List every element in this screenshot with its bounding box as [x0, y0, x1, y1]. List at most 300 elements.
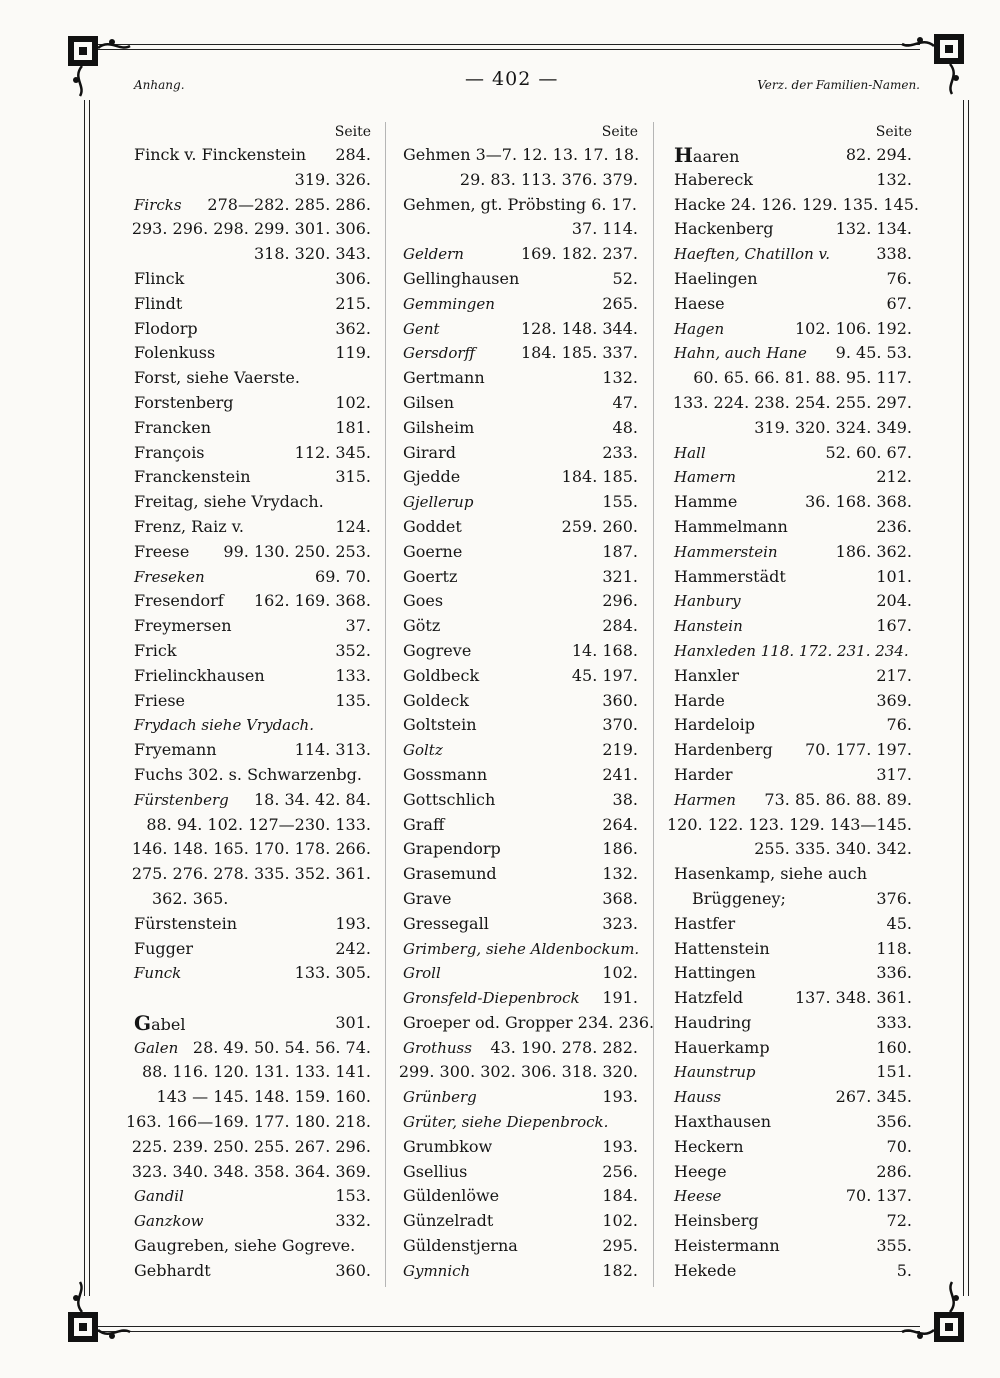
index-entry: [134, 267, 371, 292]
entry-name: Heckern: [674, 1136, 744, 1156]
entry-pages: 18. 34. 42. 84.: [253, 789, 371, 809]
entry-name: Hatzfeld: [674, 988, 744, 1008]
entry-name: Harmen: [674, 790, 736, 809]
entry-pages: 118.: [876, 938, 912, 958]
entry-name: Goddet: [403, 516, 462, 536]
section-gap: [134, 986, 371, 1011]
entry-pages: 186.: [602, 839, 638, 859]
index-entry: [403, 788, 638, 813]
entry-pages: 36. 168. 368.: [805, 492, 912, 512]
entry-pages: 160.: [876, 1037, 912, 1057]
entry-name: Grimberg, siehe Aldenbockum.: [403, 939, 640, 958]
index-entry: [674, 1184, 912, 1209]
entry-name: Forstenberg: [134, 392, 234, 412]
index-entry: [403, 341, 638, 366]
entry-pages: 146. 148. 165. 170. 178. 266.: [131, 839, 371, 859]
entry-name: Gossmann: [403, 764, 488, 784]
entry-name: Gymnich: [403, 1261, 471, 1280]
entry-name: Graff: [403, 814, 445, 834]
entry-name: Folenkuss: [134, 343, 216, 363]
entry-name: François: [134, 442, 205, 462]
index-column-1: [125, 121, 371, 1284]
index-entry: [674, 912, 912, 937]
entry-name: Gjedde: [403, 467, 461, 487]
frame-right-rule: [963, 100, 969, 1296]
index-entry: [403, 441, 638, 466]
index-entry: [134, 1209, 371, 1234]
index-entry: [403, 837, 638, 862]
index-entry: [403, 540, 638, 565]
entry-name: Grünberg: [403, 1088, 477, 1107]
entry-name: Hauerkamp: [674, 1037, 770, 1057]
entry-pages: 132.: [602, 864, 638, 884]
entry-pages: 102.: [602, 963, 638, 983]
entry-pages: 186. 362.: [835, 541, 912, 561]
entry-name: Heistermann: [674, 1236, 780, 1256]
seite-heading: Seite: [601, 124, 638, 140]
entry-name: Hattenstein: [674, 938, 770, 958]
entry-pages: 369.: [876, 690, 912, 710]
entry-name: Fugger: [134, 938, 194, 958]
index-entry: [403, 614, 638, 639]
entry-pages: 120. 122. 123. 129. 143—145.: [666, 814, 912, 834]
entry-name: Goltstein: [403, 715, 477, 735]
entry-name: Güldenstjerna: [403, 1236, 518, 1256]
entry-name: Hekede: [674, 1260, 737, 1280]
entry-pages: 242.: [335, 938, 371, 958]
entry-pages: 162. 169. 368.: [253, 591, 371, 611]
entry-pages: 278—282. 285. 286.: [207, 194, 371, 214]
index-entry-continuation: [134, 1060, 371, 1085]
index-entry: [134, 441, 371, 466]
entry-pages: 169. 182. 237.: [520, 244, 638, 264]
index-entry-continuation: [134, 242, 371, 267]
entry-name: Groeper od. Gropper 234. 236.: [403, 1012, 655, 1032]
index-entry-continuation: [134, 813, 371, 838]
page-header: [130, 66, 920, 96]
index-entry: [134, 317, 371, 342]
entry-pages: 135.: [335, 690, 371, 710]
index-entry: [403, 689, 638, 714]
entry-name: Grothuss: [403, 1038, 472, 1057]
index-entry: [403, 565, 638, 590]
entry-name: Funck: [134, 964, 182, 983]
index-entry: [674, 689, 912, 714]
index-entry: [134, 565, 371, 590]
index-entry: [403, 416, 638, 441]
index-entry: [134, 1259, 371, 1284]
entry-name: Gellinghausen: [403, 268, 520, 288]
entry-name: Heege: [674, 1161, 727, 1181]
entry-pages: 255. 335. 340. 342.: [754, 839, 912, 859]
entry-name: Hamme: [674, 492, 738, 512]
index-entry: [403, 763, 638, 788]
index-column-3: [666, 121, 919, 1284]
entry-name: Hammerstädt: [674, 566, 786, 586]
entry-pages: 360.: [602, 690, 638, 710]
index-entry-continuation: [131, 1135, 371, 1160]
entry-pages: 70.: [886, 1136, 912, 1156]
entry-name: Gehmen 3—7. 12. 13. 17. 18.: [403, 145, 640, 164]
entry-pages: 128. 148. 344.: [520, 318, 638, 338]
entry-pages: 333.: [876, 1012, 912, 1032]
index-entry: [134, 193, 371, 218]
index-entry: [134, 738, 371, 763]
entry-pages: 225. 239. 250. 255. 267. 296.: [131, 1136, 371, 1156]
entry-name: Goltz: [403, 741, 443, 760]
entry-name: Gemmingen: [403, 294, 495, 313]
entry-name: Hastfer: [674, 913, 736, 933]
entry-name: Goldbeck: [403, 665, 480, 685]
entry-name: Galen: [134, 1038, 179, 1057]
index-entry: [674, 1110, 912, 1135]
entry-pages: 193.: [602, 1136, 638, 1156]
index-entry: [674, 292, 912, 317]
entry-name: Freese: [134, 541, 190, 561]
entry-pages: 323. 340. 348. 358. 364. 369.: [131, 1161, 371, 1181]
entry-name: Fürstenstein: [134, 913, 237, 933]
index-entry: [674, 168, 912, 193]
frame-top-rule: [90, 44, 920, 50]
entry-name: Heinsberg: [674, 1211, 759, 1231]
index-entry-continuation: [134, 168, 371, 193]
header-section-title: Anhang.: [134, 78, 185, 92]
entry-name: Harder: [674, 764, 733, 784]
header-index-title: Verz. der Familien-Namen.: [757, 78, 920, 92]
index-entry: [403, 1184, 638, 1209]
index-entry: [134, 341, 371, 366]
entry-name: Haese: [674, 293, 725, 313]
entry-name: Hammelmann: [674, 516, 788, 536]
index-entry: [403, 1209, 638, 1234]
index-entry: [674, 738, 912, 763]
entry-pages: 52. 60. 67.: [825, 442, 912, 462]
entry-name: Hall: [674, 443, 706, 462]
entry-pages: 336.: [876, 963, 912, 983]
index-entry: [403, 242, 638, 267]
entry-name: Hagen: [674, 319, 725, 338]
entry-pages: 219.: [602, 740, 638, 760]
entry-pages: 301.: [335, 1012, 371, 1032]
entry-pages: 29. 83. 113. 376. 379.: [459, 169, 638, 189]
entry-pages: 360.: [335, 1260, 371, 1280]
entry-pages: 264.: [602, 814, 638, 834]
index-entry-continuation: [131, 1160, 371, 1185]
entry-pages: 43. 190. 278. 282.: [490, 1037, 638, 1057]
seite-heading: Seite: [875, 124, 912, 140]
index-entry: [403, 937, 638, 962]
entry-name: Girard: [403, 442, 456, 462]
index-entry: [674, 589, 912, 614]
entry-pages: 73. 85. 86. 88. 89.: [764, 789, 912, 809]
entry-name: Fuchs 302. s. Schwarzenbg.: [134, 764, 362, 784]
entry-pages: 9. 45. 53.: [835, 343, 912, 363]
entry-name: Friese: [134, 690, 186, 710]
entry-pages: 88. 94. 102. 127—230. 133.: [146, 814, 371, 834]
entry-name: Gilsheim: [403, 417, 475, 437]
index-entry: [674, 937, 912, 962]
index-entry: [674, 267, 912, 292]
index-entry-continuation: [131, 837, 371, 862]
index-entry: [674, 143, 912, 168]
index-entry-continuation: [403, 217, 638, 242]
index-entry: [674, 713, 912, 738]
index-entry: [674, 664, 912, 689]
entry-name: Freitag, siehe Vrydach.: [134, 492, 324, 512]
entry-pages: 76.: [886, 715, 912, 735]
entry-name: Frenz, Raiz v.: [134, 516, 244, 536]
entry-name: Hackenberg: [674, 219, 774, 239]
entry-pages: 265.: [602, 293, 638, 313]
entry-pages: 119.: [335, 343, 371, 363]
index-entry: [403, 1085, 638, 1110]
entry-pages: 67.: [886, 293, 912, 313]
frame-left-rule: [84, 100, 90, 1296]
entry-name: Grüter, siehe Diepenbrock.: [403, 1113, 609, 1132]
entry-pages: 163. 166—169. 177. 180. 218.: [125, 1112, 371, 1132]
entry-name: Goertz: [403, 566, 458, 586]
index-entry-continuation: [674, 391, 912, 416]
entry-pages: 355.: [876, 1236, 912, 1256]
entry-name: Günzelradt: [403, 1211, 494, 1231]
index-entry: [134, 1011, 371, 1036]
index-entry: [403, 515, 638, 540]
index-entry: [674, 242, 912, 267]
entry-pages: 233.: [602, 442, 638, 462]
index-entry: [403, 366, 638, 391]
index-entry: [134, 490, 371, 515]
entry-pages: 319. 326.: [294, 169, 371, 189]
index-entry: [134, 763, 371, 788]
entry-name: Haelingen: [674, 268, 758, 288]
entry-name: Goldeck: [403, 690, 469, 710]
entry-pages: 217.: [876, 665, 912, 685]
entry-pages: 318. 320. 343.: [253, 244, 371, 264]
entry-name: Gebhardt: [134, 1260, 211, 1280]
index-entry: [134, 937, 371, 962]
entry-name: Frydach siehe Vrydach.: [134, 716, 314, 735]
entry-name: Fircks: [134, 195, 182, 214]
index-entry: [403, 1160, 638, 1185]
entry-name: Ganzkow: [134, 1212, 204, 1231]
index-entry: [134, 614, 371, 639]
index-entry: [134, 292, 371, 317]
entry-pages: 37.: [345, 616, 371, 636]
entry-pages: 332.: [335, 1211, 371, 1231]
corner-ornament-top-left-icon: [62, 28, 132, 98]
entry-pages: 82. 294.: [845, 145, 912, 164]
entry-pages: 193.: [602, 1087, 638, 1107]
index-entry: [403, 317, 638, 342]
entry-name: Gersdorff: [403, 344, 476, 363]
index-entry-continuation: [398, 1060, 638, 1085]
index-entry: [134, 416, 371, 441]
index-entry: [134, 639, 371, 664]
entry-name: Franckenstein: [134, 467, 251, 487]
entry-name: Hanxler: [674, 665, 740, 685]
entry-pages: 48.: [612, 417, 638, 437]
entry-pages: 362. 365.: [152, 888, 229, 908]
entry-name: Gandil: [134, 1187, 184, 1206]
entry-pages: 191.: [602, 988, 638, 1008]
entry-name: Gent: [403, 319, 440, 338]
entry-pages: 99. 130. 250. 253.: [223, 541, 371, 561]
entry-pages: 37. 114.: [571, 219, 638, 239]
entry-name: Frielinckhausen: [134, 665, 265, 685]
entry-pages: 286.: [876, 1161, 912, 1181]
index-entry: [134, 961, 371, 986]
index-entry: [674, 515, 912, 540]
index-entry: [134, 540, 371, 565]
index-entry-continuation: [674, 416, 912, 441]
index-entry: [674, 1085, 912, 1110]
index-entry: [674, 1160, 912, 1185]
index-entry: [134, 589, 371, 614]
index-entry: [674, 317, 912, 342]
index-entry: [674, 961, 912, 986]
index-entry: [403, 664, 638, 689]
index-entry-continuation: [403, 168, 638, 193]
entry-name: Freymersen: [134, 616, 232, 636]
index-entry: [403, 713, 638, 738]
entry-pages: 184. 185.: [561, 467, 638, 487]
entry-pages: 321.: [602, 566, 638, 586]
index-entry: [674, 887, 912, 912]
entry-pages: 124.: [335, 516, 371, 536]
index-entry: [134, 788, 371, 813]
entry-pages: 153.: [335, 1186, 371, 1206]
entry-pages: 132.: [876, 169, 912, 189]
index-entry: [403, 1259, 638, 1284]
index-entry-continuation: [125, 1110, 371, 1135]
seite-heading: Seite: [334, 124, 371, 140]
entry-name: Goerne: [403, 541, 463, 561]
column-divider-2: [653, 122, 654, 1287]
entry-pages: 143 — 145. 148. 159. 160.: [156, 1087, 371, 1107]
index-entry: [134, 1234, 371, 1259]
entry-pages: 114. 313.: [294, 740, 371, 760]
index-entry: [403, 465, 638, 490]
index-entry: [403, 143, 638, 168]
index-entry: [674, 1259, 912, 1284]
entry-pages: 102. 106. 192.: [794, 318, 912, 338]
entry-pages: 167.: [876, 616, 912, 636]
entry-pages: 259. 260.: [561, 516, 638, 536]
frame-bottom-rule: [90, 1326, 920, 1332]
index-entry: [134, 391, 371, 416]
index-entry: [674, 1209, 912, 1234]
entry-pages: 236.: [876, 516, 912, 536]
entry-name: Gehmen, gt. Pröbsting 6. 17.: [403, 194, 637, 214]
entry-pages: 5.: [896, 1260, 912, 1280]
index-entry: [403, 887, 638, 912]
entry-name: Heese: [674, 1187, 722, 1206]
entry-pages: 101.: [876, 566, 912, 586]
index-entry: [403, 1234, 638, 1259]
index-entry: [403, 813, 638, 838]
entry-name: Fürstenberg: [134, 790, 229, 809]
entry-name: Hardeloip: [674, 715, 755, 735]
entry-pages: 356.: [876, 1112, 912, 1132]
entry-name: Geldern: [403, 245, 464, 264]
index-entry: [674, 341, 912, 366]
index-entry: [674, 465, 912, 490]
entry-name: Grapendorp: [403, 839, 501, 859]
entry-pages: 317.: [876, 764, 912, 784]
index-entry: [674, 490, 912, 515]
entry-pages: 204.: [876, 591, 912, 611]
entry-pages: 28. 49. 50. 54. 56. 74.: [192, 1037, 371, 1057]
entry-pages: 293. 296. 298. 299. 301. 306.: [131, 219, 371, 239]
entry-name: Grasemund: [403, 864, 497, 884]
entry-name: Hattingen: [674, 963, 756, 983]
entry-name: Hammerstein: [674, 542, 778, 561]
index-entry: [403, 1110, 638, 1135]
page-number: — 402 —: [465, 68, 559, 90]
index-entry: [674, 441, 912, 466]
index-entry: [674, 862, 912, 887]
entry-name: Hardenberg: [674, 740, 773, 760]
index-entry: [674, 1060, 912, 1085]
entry-name: Hacke 24. 126. 129. 135. 145.: [674, 194, 919, 214]
entry-pages: 151.: [876, 1062, 912, 1082]
entry-pages: 132.: [602, 368, 638, 388]
entry-pages: 368.: [602, 888, 638, 908]
index-entry: [403, 862, 638, 887]
corner-ornament-bottom-right-icon: [900, 1280, 970, 1350]
entry-name: Flinck: [134, 268, 185, 288]
entry-pages: 102.: [335, 392, 371, 412]
index-entry-continuation: [131, 217, 371, 242]
entry-pages: 323.: [602, 913, 638, 933]
index-entry: [403, 193, 638, 218]
entry-pages: 70. 177. 197.: [805, 740, 912, 760]
entry-name: Frick: [134, 640, 177, 660]
corner-ornament-bottom-left-icon: [62, 1280, 132, 1350]
entry-pages: 181.: [335, 417, 371, 437]
entry-pages: 212.: [876, 467, 912, 487]
column-divider-1: [385, 122, 386, 1287]
entry-name: Götz: [403, 616, 441, 636]
entry-name: Gressegall: [403, 913, 489, 933]
entry-name: Harde: [674, 690, 725, 710]
index-entry-continuation: [674, 366, 912, 391]
entry-pages: 315.: [335, 467, 371, 487]
entry-pages: 102.: [602, 1211, 638, 1231]
entry-pages: 76.: [886, 268, 912, 288]
entry-name: Flindt: [134, 293, 183, 313]
index-entry: [403, 589, 638, 614]
entry-name: Haxthausen: [674, 1112, 772, 1132]
entry-pages: 215.: [335, 293, 371, 313]
index-entry-continuation: [674, 837, 912, 862]
entry-pages: 187.: [602, 541, 638, 561]
index-entry: [403, 292, 638, 317]
entry-pages: 362.: [335, 318, 371, 338]
index-entry: [674, 986, 912, 1011]
entry-pages: 338.: [876, 244, 912, 264]
entry-name: Fryemann: [134, 740, 217, 760]
entry-name: Hamern: [674, 468, 736, 487]
entry-name: Freseken: [134, 567, 205, 586]
entry-name: Haaren: [674, 143, 740, 167]
index-entry: [674, 193, 919, 218]
entry-name: Finck v. Finckenstein: [134, 145, 307, 164]
index-entry-continuation: [666, 813, 912, 838]
index-column-2: [398, 121, 655, 1284]
entry-name: Forst, siehe Vaerste.: [134, 368, 300, 388]
index-entry: [403, 490, 638, 515]
